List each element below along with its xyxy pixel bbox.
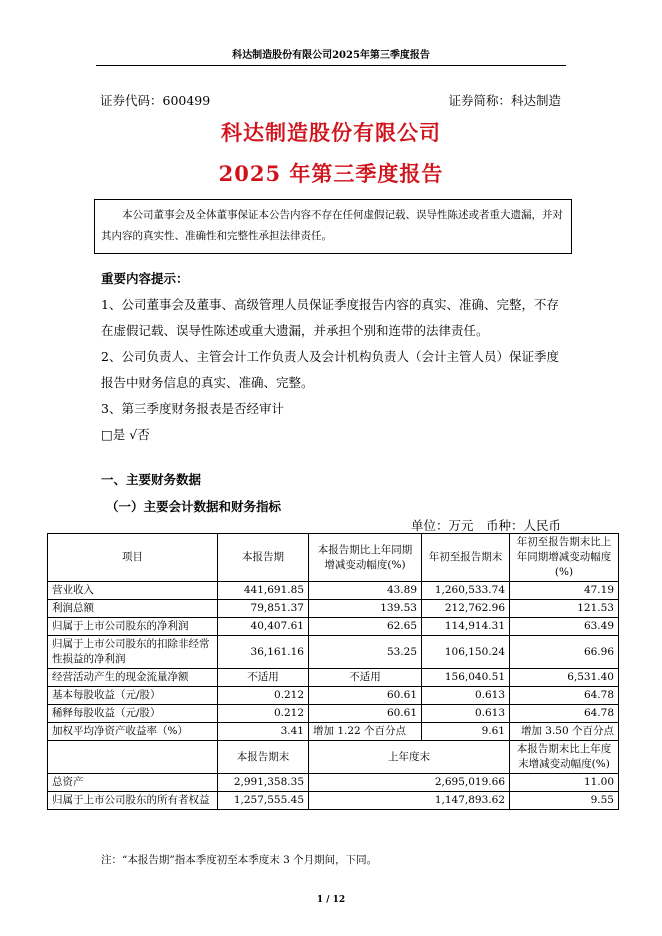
table-row — [48, 618, 619, 636]
table-cell: 156,040.51 — [422, 669, 510, 687]
section-title: 一、主要财务数据 — [101, 472, 202, 487]
table-cell: 0.212 — [218, 705, 309, 723]
table-cell: 66.96 — [510, 636, 619, 669]
table-cell: 9.55 — [510, 792, 619, 810]
header-cell: 上年度末 — [309, 741, 510, 774]
row-label: 加权平均净资产收益率（%） — [48, 723, 218, 741]
table-cell: 60.61 — [309, 687, 422, 705]
table-row — [48, 774, 619, 792]
financial-table — [47, 533, 619, 810]
highlight-item-2: 2、公司负责人、主管会计工作负责人及会计机构负责人（会计主管人员）保证季度报告中财务信息的真实、准确、完整。 — [101, 349, 559, 390]
table-cell: 增加 1.22 个百分点 — [309, 723, 422, 741]
header-cell: 项目 — [48, 534, 218, 582]
footnote: 注：“本报告期”指本季度初至本季度末 3 个月期间，下同。 — [101, 854, 378, 866]
company-name: 科达制造股份有限公司 — [221, 120, 441, 145]
unit-label: 单位：万元 币种：人民币 — [410, 518, 561, 533]
header-cell: 年初至报告期末比上年同期增减变动幅度(%) — [510, 534, 619, 582]
header-cell: 本报告期比上年同期增减变动幅度(%) — [309, 534, 422, 582]
running-header: 科达制造股份有限公司2025年第三季度报告 — [96, 46, 566, 66]
table-cell: 1,260,533.74 — [422, 582, 510, 600]
row-label: 营业收入 — [48, 582, 218, 600]
table-cell: 0.613 — [422, 705, 510, 723]
table-cell: 64.78 — [510, 687, 619, 705]
report-title: 2025 年第三季度报告 — [218, 161, 444, 186]
table-cell: 79,851.37 — [218, 600, 309, 618]
header-cell — [48, 741, 218, 774]
row-label: 归属于上市公司股东的所有者权益 — [48, 792, 218, 810]
row-label: 经营活动产生的现金流量净额 — [48, 669, 218, 687]
table-header-row — [48, 534, 619, 582]
table-header-row — [48, 741, 619, 774]
row-label: 归属于上市公司股东的净利润 — [48, 618, 218, 636]
table-cell: 212,762.96 — [422, 600, 510, 618]
table-cell: 114,914.31 — [422, 618, 510, 636]
table-cell: 3.41 — [218, 723, 309, 741]
row-label: 总资产 — [48, 774, 218, 792]
table-cell: 11.00 — [510, 774, 619, 792]
table-row — [48, 705, 619, 723]
table-row — [48, 582, 619, 600]
row-label: 基本每股收益（元/股） — [48, 687, 218, 705]
table-cell: 106,150.24 — [422, 636, 510, 669]
header-cell: 年初至报告期末 — [422, 534, 510, 582]
stock-abbreviation: 证券简称：科达制造 — [448, 93, 561, 108]
table-cell: 增加 3.50 个百分点 — [510, 723, 619, 741]
table-cell: 62.65 — [309, 618, 422, 636]
table-cell: 47.19 — [510, 582, 619, 600]
table-row — [48, 723, 619, 741]
stock-info — [100, 91, 561, 109]
row-label: 归属于上市公司股东的扣除非经常性损益的净利润 — [48, 636, 218, 669]
table-cell: 0.613 — [422, 687, 510, 705]
table-row — [48, 669, 619, 687]
table-cell: 2,991,358.35 — [218, 774, 309, 792]
table-cell: 36,161.16 — [218, 636, 309, 669]
highlight-item-3: 3、第三季度财务报表是否经审计 — [101, 401, 284, 416]
audit-answer: □是 √否 — [101, 427, 150, 442]
table-cell: 43.89 — [309, 582, 422, 600]
row-label: 稀释每股收益（元/股） — [48, 705, 218, 723]
table-cell: 53.25 — [309, 636, 422, 669]
table-cell: 0.212 — [218, 687, 309, 705]
table-cell: 139.53 — [309, 600, 422, 618]
table-cell: 64.78 — [510, 705, 619, 723]
board-notice-box: 本公司董事会及全体董事保证本公告内容不存在任何虚假记载、误导性陈述或者重大遗漏，并对其内容的真实性、准确性和完整性承担法律责任。 — [94, 199, 572, 254]
table-cell: 40,407.61 — [218, 618, 309, 636]
table-cell: 441,691.85 — [218, 582, 309, 600]
table-cell: 63.49 — [510, 618, 619, 636]
row-label: 利润总额 — [48, 600, 218, 618]
table-row — [48, 600, 619, 618]
subsection-title: （一）主要会计数据和财务指标 — [106, 499, 282, 514]
table-cell: 60.61 — [309, 705, 422, 723]
table-row — [48, 687, 619, 705]
table-cell: 不适用 — [309, 669, 422, 687]
table-cell: 9.61 — [422, 723, 510, 741]
table-cell: 不适用 — [218, 669, 309, 687]
header-cell: 本报告期末 — [218, 741, 309, 774]
stock-code: 证券代码：600499 — [100, 93, 211, 108]
table-cell: 1,147,893.62 — [309, 792, 510, 810]
page-number: 1 / 12 — [316, 895, 346, 905]
highlight-item-1: 1、公司董事会及董事、高级管理人员保证季度报告内容的真实、准确、完整，不存在虚假记载、误导性陈述或重大遗漏，并承担个别和连带的法律责任。 — [101, 297, 559, 338]
table-cell: 6,531.40 — [510, 669, 619, 687]
highlights-title: 重要内容提示： — [101, 271, 189, 286]
header-cell: 本报告期末比上年度末增减变动幅度(%) — [510, 741, 619, 774]
table-row — [48, 636, 619, 669]
header-cell: 本报告期 — [218, 534, 309, 582]
table-cell: 121.53 — [510, 600, 619, 618]
table-cell: 1,257,555.45 — [218, 792, 309, 810]
table-row — [48, 792, 619, 810]
table-cell: 2,695,019.66 — [309, 774, 510, 792]
